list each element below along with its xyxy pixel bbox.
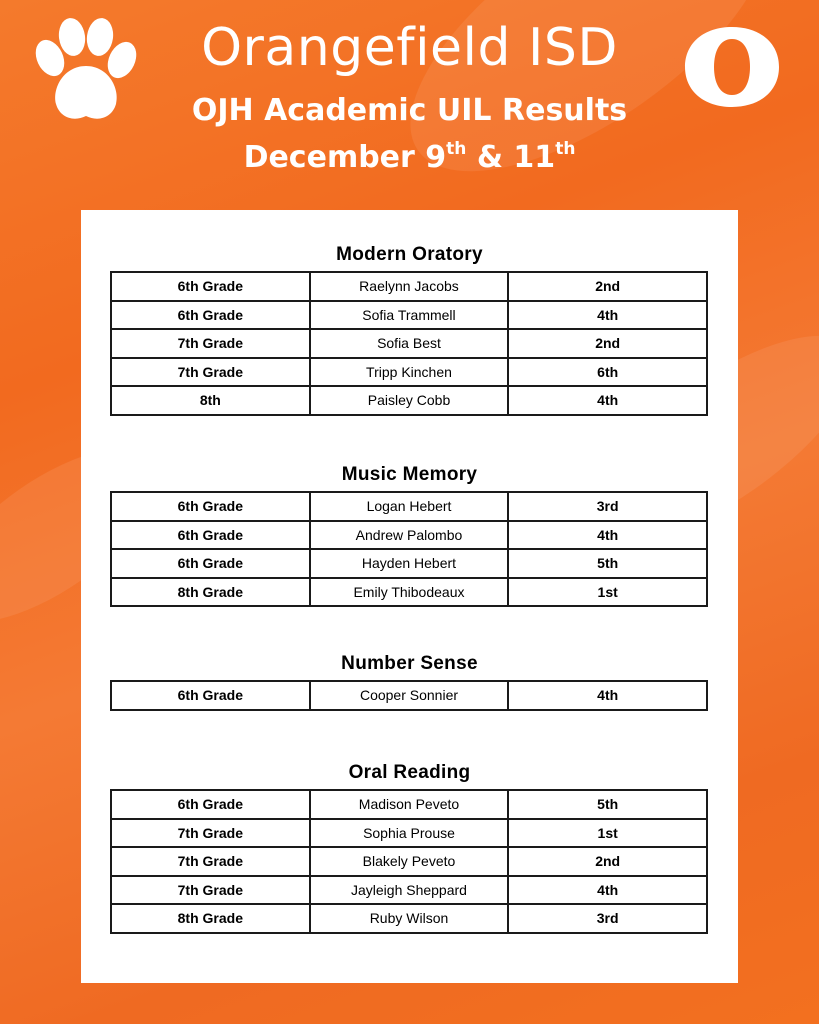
student-name-cell: Paisley Cobb	[310, 386, 509, 415]
place-cell: 2nd	[508, 329, 707, 358]
grade-cell: 6th Grade	[111, 301, 310, 330]
place-cell: 5th	[508, 549, 707, 578]
section-title-music-memory: Music Memory	[341, 464, 478, 485]
place-cell: 1st	[508, 819, 707, 848]
table-row	[111, 819, 707, 848]
grade-cell: 7th Grade	[111, 819, 310, 848]
table-row	[111, 876, 707, 905]
grade-cell: 7th Grade	[111, 876, 310, 905]
table-row	[111, 549, 707, 578]
orangefield-o-logo	[684, 25, 780, 109]
grade-cell: 6th Grade	[111, 549, 310, 578]
place-cell: 3rd	[508, 492, 707, 521]
place-cell: 6th	[508, 358, 707, 387]
student-name-cell: Sophia Prouse	[310, 819, 509, 848]
student-name-cell: Logan Hebert	[310, 492, 509, 521]
place-cell: 4th	[508, 301, 707, 330]
student-name-cell: Cooper Sonnier	[310, 681, 509, 710]
student-name-cell: Blakely Peveto	[310, 847, 509, 876]
place-cell: 5th	[508, 790, 707, 819]
table-row	[111, 847, 707, 876]
grade-cell: 8th Grade	[111, 904, 310, 933]
grade-cell: 6th Grade	[111, 272, 310, 301]
student-name-cell: Madison Peveto	[310, 790, 509, 819]
header	[0, 0, 819, 205]
results-table-number-sense	[110, 680, 708, 711]
place-cell: 3rd	[508, 904, 707, 933]
grade-cell: 6th Grade	[111, 492, 310, 521]
section-title-number-sense: Number Sense	[341, 653, 478, 674]
grade-cell: 6th Grade	[111, 521, 310, 550]
student-name-cell: Emily Thibodeaux	[310, 578, 509, 607]
place-cell: 4th	[508, 521, 707, 550]
grade-cell: 7th Grade	[111, 847, 310, 876]
table-row	[111, 681, 707, 710]
student-name-cell: Andrew Palombo	[310, 521, 509, 550]
table-row	[111, 521, 707, 550]
results-table-modern-oratory	[110, 271, 708, 416]
place-cell: 4th	[508, 386, 707, 415]
student-name-cell: Hayden Hebert	[310, 549, 509, 578]
grade-cell: 6th Grade	[111, 790, 310, 819]
section-title-oral-reading: Oral Reading	[348, 762, 471, 783]
table-row	[111, 358, 707, 387]
student-name-cell: Sofia Best	[310, 329, 509, 358]
grade-cell: 7th Grade	[111, 329, 310, 358]
student-name-cell: Raelynn Jacobs	[310, 272, 509, 301]
event-date: December 9th & 11th	[243, 139, 576, 175]
grade-cell: 8th Grade	[111, 578, 310, 607]
results-card	[81, 210, 738, 983]
table-row	[111, 492, 707, 521]
page-title: Orangefield ISD	[201, 18, 618, 78]
table-row	[111, 272, 707, 301]
student-name-cell: Sofia Trammell	[310, 301, 509, 330]
place-cell: 4th	[508, 681, 707, 710]
student-name-cell: Tripp Kinchen	[310, 358, 509, 387]
place-cell: 1st	[508, 578, 707, 607]
results-table-music-memory	[110, 491, 708, 607]
section-title-modern-oratory: Modern Oratory	[336, 244, 483, 265]
grade-cell: 6th Grade	[111, 681, 310, 710]
table-row	[111, 301, 707, 330]
table-row	[111, 329, 707, 358]
student-name-cell: Jayleigh Sheppard	[310, 876, 509, 905]
results-table-oral-reading	[110, 789, 708, 934]
page-subtitle: OJH Academic UIL Results	[191, 93, 628, 128]
table-row	[111, 904, 707, 933]
student-name-cell: Ruby Wilson	[310, 904, 509, 933]
grade-cell: 7th Grade	[111, 358, 310, 387]
table-row	[111, 386, 707, 415]
table-row	[111, 790, 707, 819]
place-cell: 2nd	[508, 847, 707, 876]
place-cell: 4th	[508, 876, 707, 905]
place-cell: 2nd	[508, 272, 707, 301]
grade-cell: 8th	[111, 386, 310, 415]
table-row	[111, 578, 707, 607]
